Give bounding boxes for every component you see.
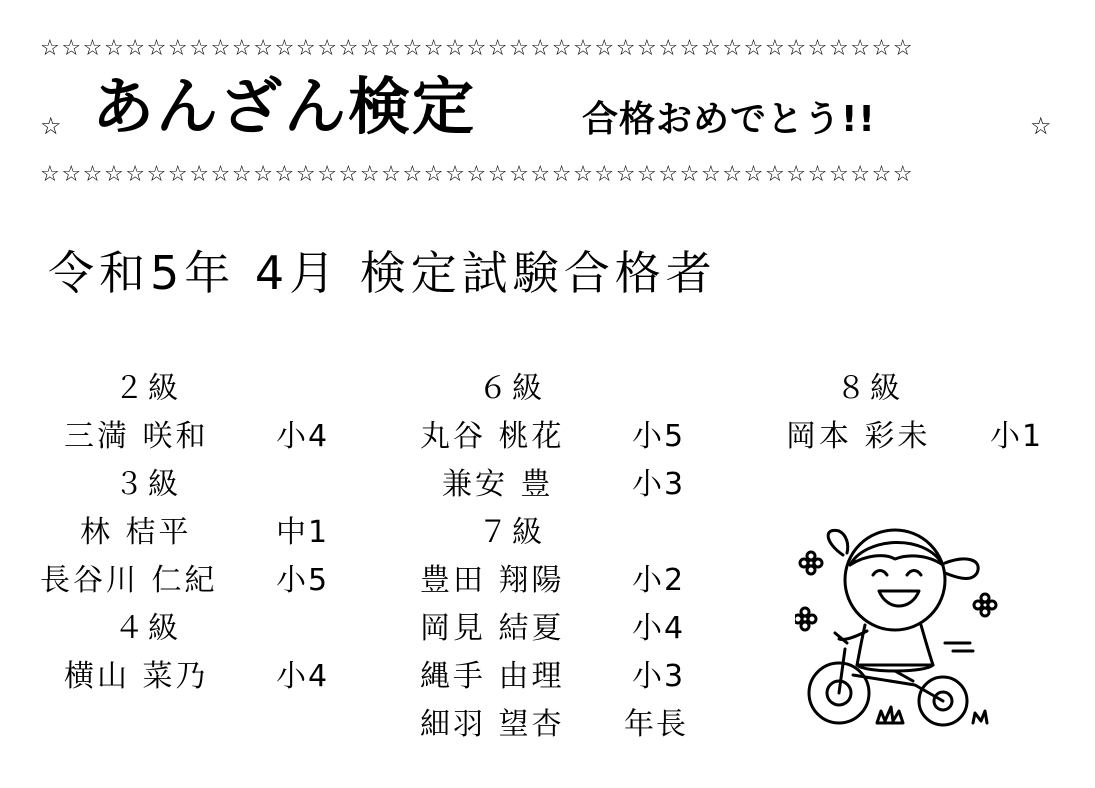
- passer-name: 細羽 望杏: [420, 707, 565, 742]
- passer-name: 縄手 由理: [420, 659, 565, 694]
- results-column-3: [780, 365, 1060, 461]
- passer-school-year: 小4: [276, 419, 330, 454]
- passer-row: [420, 557, 710, 605]
- star-icon-left: ☆: [40, 112, 62, 140]
- passer-row: [420, 653, 710, 701]
- passer-school-year: 小5: [632, 419, 686, 454]
- grade-heading-6: ６級: [478, 371, 546, 406]
- results-column-1: [40, 365, 350, 701]
- passer-school-year: 小4: [276, 659, 330, 694]
- passer-name: 林 桔平: [80, 515, 192, 550]
- passer-school-year: 小2: [632, 563, 686, 598]
- flower-icon: [795, 608, 816, 630]
- passer-name: 豊田 翔陽: [420, 563, 565, 598]
- passer-name: 横山 菜乃: [64, 659, 209, 694]
- passer-row: [40, 413, 350, 461]
- star-border-top: ☆☆☆☆☆☆☆☆☆☆☆☆☆☆☆☆☆☆☆☆☆☆☆☆☆☆☆☆☆☆☆☆☆☆☆☆☆☆☆☆☆: [40, 36, 915, 61]
- main-title: あんざん検定: [92, 70, 477, 143]
- passer-school-year: 小1: [990, 419, 1044, 454]
- passer-school-year: 中1: [276, 515, 330, 550]
- passer-school-year: 小4: [632, 611, 686, 646]
- grade-heading-3: ３級: [114, 467, 182, 502]
- passer-row: [420, 701, 710, 749]
- grade-heading-2: ２級: [114, 371, 182, 406]
- grade-heading-4: ４級: [114, 611, 182, 646]
- passer-row: [420, 605, 710, 653]
- passer-row: [420, 413, 710, 461]
- grade-heading-7: ７級: [478, 515, 546, 550]
- flower-icon: [974, 594, 996, 616]
- passer-name: 岡本 彩未: [786, 419, 931, 454]
- exam-heading: 令和5年 4月 検定試験合格者: [48, 246, 717, 300]
- flower-icon: [800, 552, 822, 574]
- passer-row: [420, 461, 710, 509]
- passer-school-year: 小3: [632, 659, 686, 694]
- passer-name: 兼安 豊: [442, 467, 554, 502]
- grade-heading-8: ８級: [836, 371, 904, 406]
- passer-name: 三満 咲和: [64, 419, 209, 454]
- passer-row: [40, 509, 350, 557]
- passer-school-year: 年長: [624, 707, 688, 742]
- passer-name: 丸谷 桃花: [420, 419, 565, 454]
- passer-row: [40, 557, 350, 605]
- passer-row: [780, 413, 1060, 461]
- passer-school-year: 小5: [276, 563, 330, 598]
- girl-on-tricycle-illustration: [795, 525, 1005, 735]
- passer-row: [40, 653, 350, 701]
- passer-name: 長谷川 仁紀: [40, 563, 218, 598]
- star-border-bottom: ☆☆☆☆☆☆☆☆☆☆☆☆☆☆☆☆☆☆☆☆☆☆☆☆☆☆☆☆☆☆☆☆☆☆☆☆☆☆☆☆☆: [40, 162, 915, 187]
- star-icon-right: ☆: [1030, 112, 1052, 140]
- congratulations-subtitle: 合格おめでとう!!: [582, 99, 876, 140]
- passer-school-year: 小3: [632, 467, 686, 502]
- passer-name: 岡見 結夏: [420, 611, 565, 646]
- results-column-2: [420, 365, 710, 749]
